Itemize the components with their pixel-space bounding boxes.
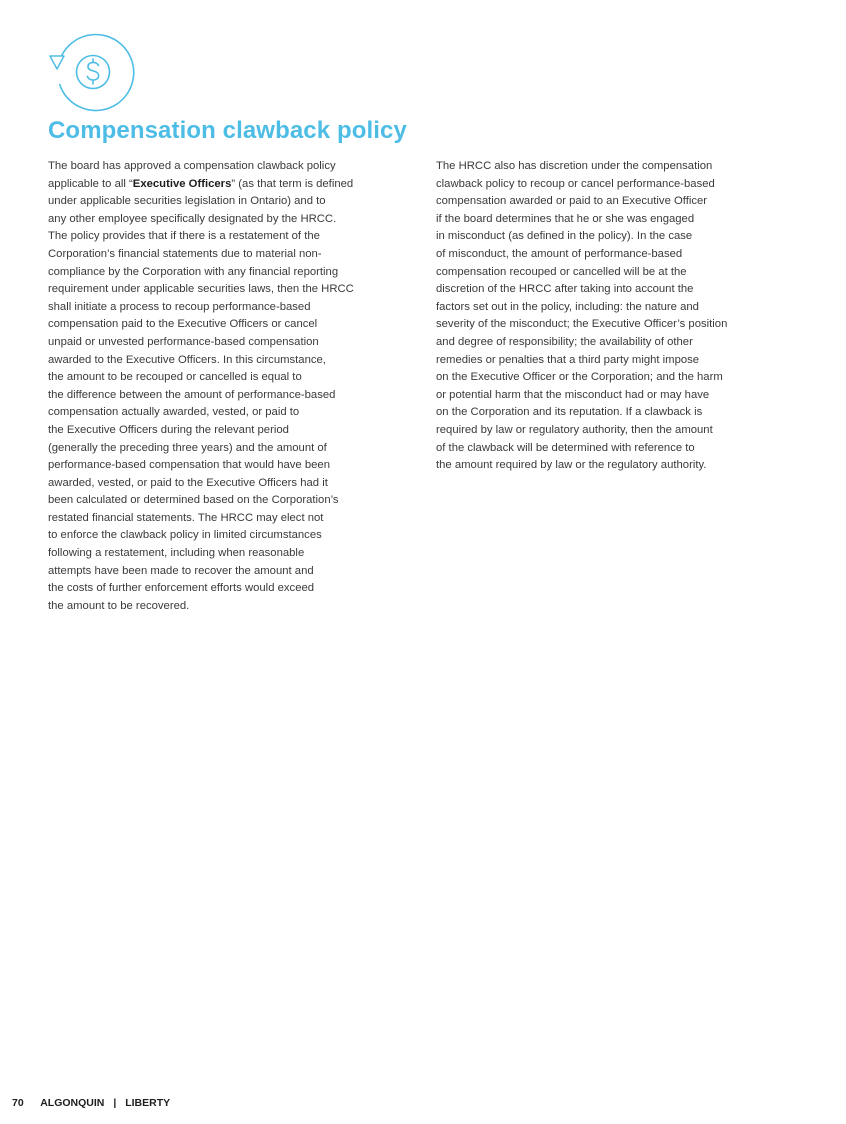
dollar-circle-arrow-icon bbox=[47, 32, 135, 114]
paragraph-line: the amount to be recouped or cancelled is equal to bbox=[48, 371, 302, 384]
paragraph-line: the costs of further enforcement efforts would exceed bbox=[48, 582, 315, 595]
page-title: Compensation clawback policy bbox=[48, 117, 407, 144]
paragraph-line: clawback policy to recoup or cancel performance-based bbox=[436, 177, 715, 190]
paragraph-line: required by law or regulatory authority, then the amount bbox=[436, 423, 713, 436]
paragraph-line: performance-based compensation that would have been bbox=[48, 459, 330, 472]
left-column bbox=[48, 158, 418, 615]
paragraph-line: compensation actually awarded, vested, or paid to bbox=[48, 406, 300, 419]
paragraph-line: on the Executive Officer or the Corporation; and the harm bbox=[436, 371, 723, 384]
paragraph-line: awarded to the Executive Officers. In this circumstance, bbox=[48, 353, 326, 366]
paragraph-line: factors set out in the policy, including: the nature and bbox=[436, 300, 699, 313]
paragraph-line: requirement under applicable securities laws, then the HRCC bbox=[48, 283, 354, 296]
paragraph-line: attempts have been made to recover the amount and bbox=[48, 564, 314, 577]
paragraph-line: restated financial statements. The HRCC may elect not bbox=[48, 511, 324, 524]
paragraph-line: or potential harm that the misconduct had or may have bbox=[436, 388, 710, 401]
paragraph-line: the amount required by law or the regulatory authority. bbox=[436, 459, 707, 472]
page-number: 70 bbox=[12, 1097, 24, 1109]
paragraph-line: in misconduct (as defined in the policy). In the case bbox=[436, 230, 693, 243]
paragraph-line: The HRCC also has discretion under the compensation bbox=[436, 160, 713, 172]
paragraph-line: the amount to be recovered. bbox=[48, 599, 190, 612]
paragraph-line: severity of the misconduct; the Executive Officer’s position bbox=[436, 318, 728, 331]
paragraph-line: compensation recouped or cancelled will be at the bbox=[436, 265, 687, 278]
page-footer bbox=[12, 1097, 170, 1109]
paragraph-line: compensation paid to the Executive Officers or cancel bbox=[48, 318, 318, 331]
paragraph-line: The board has approved a compensation clawback policy bbox=[48, 160, 336, 172]
brand-algonquin: ALGONQUIN bbox=[40, 1097, 105, 1109]
brand-liberty: LIBERTY bbox=[125, 1097, 171, 1109]
paragraph-line: on the Corporation and its reputation. If a clawback is bbox=[436, 406, 703, 419]
paragraph-line: applicable to all “Executive Officers” (as that term is defined bbox=[48, 177, 354, 190]
paragraph-line: and degree of responsibility; the availability of other bbox=[436, 335, 693, 348]
brand-separator: | bbox=[113, 1097, 117, 1109]
paragraph-line: been calculated or determined based on the Corporation’s bbox=[48, 494, 339, 507]
paragraph-line: Corporation’s financial statements due to material non- bbox=[48, 247, 322, 260]
paragraph-line: (generally the preceding three years) and the amount of bbox=[48, 441, 327, 454]
paragraph-line: if the board determines that he or she was engaged bbox=[436, 212, 695, 225]
paragraph-line: discretion of the HRCC after taking into account the bbox=[436, 283, 694, 296]
paragraph-line: the difference between the amount of performance-based bbox=[48, 388, 336, 401]
paragraph-line: awarded, vested, or paid to the Executive Officers had it bbox=[48, 476, 328, 489]
paragraph-line: following a restatement, including when reasonable bbox=[48, 547, 305, 560]
paragraph-line: remedies or penalties that a third party might impose bbox=[436, 353, 700, 366]
bold-term: Executive Officers bbox=[132, 177, 232, 190]
paragraph-line: compliance by the Corporation with any financial reporting bbox=[48, 265, 339, 278]
paragraph-line: of the clawback will be determined with reference to bbox=[436, 441, 695, 454]
paragraph-line: unpaid or unvested performance-based compensation bbox=[48, 335, 319, 348]
right-column bbox=[436, 158, 806, 475]
paragraph-line: of misconduct, the amount of performance-based bbox=[436, 247, 683, 260]
paragraph-line: shall initiate a process to recoup performance-based bbox=[48, 300, 311, 313]
paragraph-line: under applicable securities legislation in Ontario) and to bbox=[48, 195, 326, 208]
paragraph-line: to enforce the clawback policy in limited circumstances bbox=[48, 529, 322, 542]
paragraph-line: The policy provides that if there is a restatement of the bbox=[48, 230, 320, 243]
paragraph-line: any other employee specifically designated by the HRCC. bbox=[48, 212, 337, 225]
paragraph-line: the Executive Officers during the relevant period bbox=[48, 423, 289, 436]
paragraph-line: compensation awarded or paid to an Executive Officer bbox=[436, 195, 708, 208]
